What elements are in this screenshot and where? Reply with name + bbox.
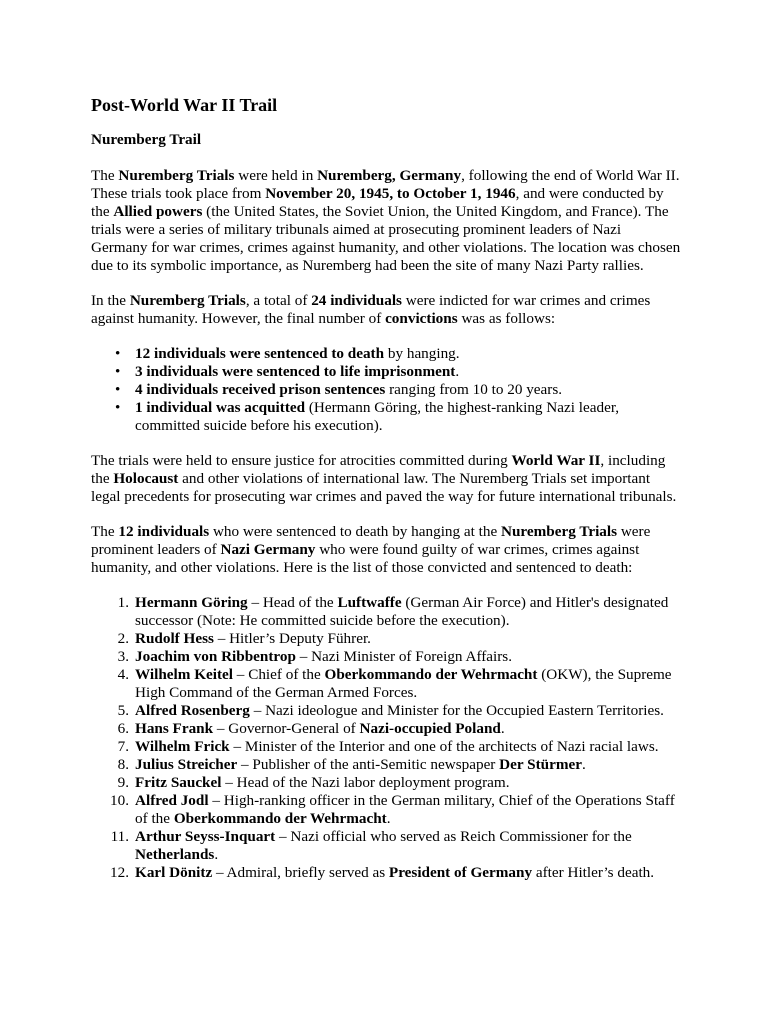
list-text (135, 666, 672, 701)
list-text (135, 720, 505, 737)
bold-text: President of Germany (388, 864, 533, 881)
bold-text: Arthur Seyss-Inquart (135, 828, 276, 845)
list-item (117, 594, 681, 630)
list-number: 7. (117, 738, 129, 755)
text-run: , and were conducted by the (91, 185, 664, 220)
list-item (117, 630, 681, 648)
list-number: 11. (110, 828, 129, 845)
list-text (135, 702, 664, 719)
text-run: . (500, 720, 505, 737)
section-heading: Nuremberg Trail (91, 131, 202, 148)
bold-text: Hermann Göring (135, 594, 248, 611)
text-run: (the United States, the Soviet Union, the United Kingdom, and France). The trials were a series of military tribunals aimed at prosecuting prominent leaders of Nazi Germany for war crimes, crimes against humanity, and other violations. The location was chosen due to its symbolic importance, as Nuremberg had been the site of many Nazi Party rallies. (91, 203, 681, 274)
text-run: . (386, 810, 391, 827)
text-run: – Head of the (247, 594, 338, 611)
list-number: 1. (117, 594, 129, 611)
bold-text: 3 individuals were sentenced to life imprisonment (135, 363, 456, 380)
list-text (135, 792, 675, 827)
list-number: 4. (117, 666, 129, 683)
bold-text: Der Stürmer (499, 756, 582, 773)
convictions-list (91, 345, 681, 435)
list-text (135, 648, 512, 665)
text-run: ranging from 10 to 20 years. (385, 381, 563, 398)
bold-text: Fritz Sauckel (135, 774, 222, 791)
text-run: . (214, 846, 219, 863)
page-title: Post-World War II Trail (91, 95, 278, 115)
document-body (91, 94, 681, 882)
sentenced-list (91, 594, 681, 882)
bold-text: Alfred Rosenberg (135, 702, 250, 719)
bold-text: 12 individuals were sentenced to death (135, 345, 385, 362)
list-item (110, 864, 681, 882)
bold-text: Alfred Jodl (135, 792, 209, 809)
list-item (135, 381, 681, 399)
bold-text: Joachim von Ribbentrop (135, 648, 296, 665)
bold-text: Nuremberg Trials (118, 167, 235, 184)
list-number: 8. (117, 756, 129, 773)
bold-text: Karl Dönitz (135, 864, 213, 881)
list-text (135, 738, 659, 755)
text-run: – Governor-General of (213, 720, 360, 737)
bold-text: Nuremberg Trials (129, 292, 246, 309)
text-run: – Head of the Nazi labor deployment program. (221, 774, 510, 791)
list-text (135, 864, 654, 881)
list-text (135, 828, 632, 863)
list-item (135, 363, 681, 381)
text-run: The trials were held to ensure justice for atrocities committed during (91, 452, 512, 469)
list-number: 9. (117, 774, 129, 791)
bold-text: Luftwaffe (337, 594, 402, 611)
list-text (135, 756, 586, 773)
text-run: after Hitler’s death. (532, 864, 655, 881)
text-run: by hanging. (384, 345, 460, 362)
bold-text: Holocaust (113, 470, 179, 487)
indictment-paragraph (91, 292, 681, 328)
list-item (110, 828, 681, 864)
list-number: 3. (117, 648, 129, 665)
bold-text: Netherlands (135, 846, 215, 863)
list-item (117, 720, 681, 738)
purpose-paragraph (91, 452, 681, 506)
text-run: – Nazi official who served as Reich Commissioner for the (275, 828, 632, 845)
bold-text: 24 individuals (311, 292, 402, 309)
text-run: , including the (91, 452, 666, 487)
list-item (135, 399, 681, 435)
list-item (117, 648, 681, 666)
list-item (117, 702, 681, 720)
bold-text: Julius Streicher (135, 756, 238, 773)
list-number: 10. (110, 792, 129, 809)
list-item (117, 756, 681, 774)
text-run: The (91, 167, 119, 184)
text-run: – Admiral, briefly served as (212, 864, 389, 881)
bold-text: Nuremberg Trials (501, 523, 618, 540)
list-number: 6. (117, 720, 129, 737)
list-item (117, 666, 681, 702)
bold-text: Oberkommando der Wehrmacht (324, 666, 538, 683)
text-run: – Chief of the (233, 666, 325, 683)
bold-text: convictions (385, 310, 458, 327)
bold-text: World War II (511, 452, 601, 469)
bold-text: Wilhelm Keitel (135, 666, 233, 683)
text-run: – Nazi ideologue and Minister for the Occupied Eastern Territories. (249, 702, 664, 719)
list-text (135, 774, 510, 791)
text-run: – Minister of the Interior and one of the architects of Nazi racial laws. (229, 738, 659, 755)
text-run: and other violations of international law. The Nuremberg Trials set important legal precedents for prosecuting war crimes and paved the way for future international tribunals. (91, 470, 677, 505)
list-item (117, 774, 681, 792)
bold-text: Nazi-occupied Poland (359, 720, 501, 737)
intro-paragraph (91, 167, 681, 275)
text-run: . (581, 756, 586, 773)
bold-text: Hans Frank (135, 720, 214, 737)
text-run: were prominent leaders of (91, 523, 651, 558)
list-item (117, 738, 681, 756)
list-item (110, 792, 681, 828)
text-run: – Publisher of the anti-Semitic newspaper (237, 756, 500, 773)
text-run: (OKW), the Supreme High Command of the German Armed Forces. (135, 666, 672, 701)
text-run: – Nazi Minister of Foreign Affairs. (295, 648, 513, 665)
bold-text: Nazi Germany (220, 541, 316, 558)
text-run: was as follows: (457, 310, 556, 327)
text-run: were indicted for war crimes and crimes against humanity. However, the final number of (91, 292, 651, 327)
text-run: were held in (234, 167, 318, 184)
list-text (135, 594, 668, 629)
list-number: 2. (117, 630, 129, 647)
bold-text: Nuremberg, Germany (317, 167, 462, 184)
list-number: 12. (110, 864, 129, 881)
list-number: 5. (117, 702, 129, 719)
list-text (135, 630, 371, 647)
text-run: – Hitler’s Deputy Führer. (213, 630, 371, 647)
text-run: (Hermann Göring, the highest-ranking Nazi leader, committed suicide before his execution). (135, 399, 620, 434)
bold-text: Wilhelm Frick (135, 738, 230, 755)
list-item (135, 345, 681, 363)
text-run: (German Air Force) and Hitler's designated successor (Note: He committed suicide before the execution). (135, 594, 669, 629)
bold-text: 12 individuals (118, 523, 210, 540)
bold-text: Oberkommando der Wehrmacht (173, 810, 387, 827)
text-run: , a total of (245, 292, 312, 309)
text-run: – High-ranking officer in the German military, Chief of the Operations Staff of the (135, 792, 675, 827)
text-run: , following the end of World War II. These trials took place from (91, 167, 680, 202)
text-run: In the (91, 292, 130, 309)
text-run: The (91, 523, 119, 540)
bold-text: 4 individuals received prison sentences (135, 381, 386, 398)
text-run: who were sentenced to death by hanging at the (209, 523, 502, 540)
text-run: . (455, 363, 460, 380)
bold-text: 1 individual was acquitted (135, 399, 306, 416)
sentenced-paragraph (91, 523, 681, 577)
bold-text: November 20, 1945, to October 1, 1946 (265, 185, 516, 202)
bold-text: Rudolf Hess (135, 630, 214, 647)
bold-text: Allied powers (113, 203, 203, 220)
text-run: who were found guilty of war crimes, crimes against humanity, and other violations. Here is the list of those convicted and sentenced to death: (91, 541, 640, 576)
